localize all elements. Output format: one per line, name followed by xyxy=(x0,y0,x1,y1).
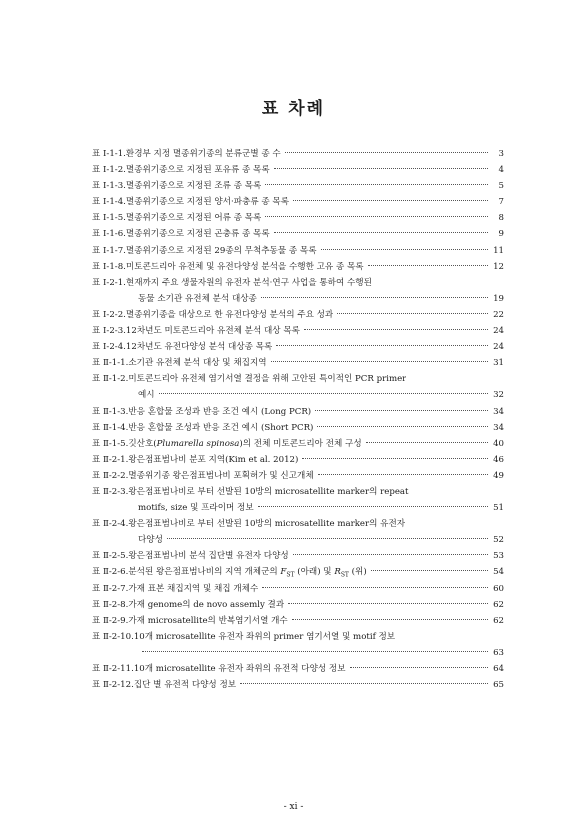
toc-entry-page: 9 xyxy=(498,229,504,240)
dot-leader xyxy=(167,538,488,539)
toc-entry-page: 34 xyxy=(493,406,504,417)
toc-entry-page: 5 xyxy=(498,181,504,192)
toc-entry-title: 멸종위기종으로 지정된 29종의 무척추동물 종 목록 xyxy=(125,245,317,256)
toc-entry[interactable] xyxy=(92,629,504,661)
toc-entry[interactable] xyxy=(92,548,504,564)
dot-leader xyxy=(317,426,488,427)
toc-entry-page: 51 xyxy=(493,503,504,514)
toc-entry-title: 왕은점표범나비 분포 지역(Kim et al. 2012) xyxy=(128,454,299,465)
toc-entry[interactable] xyxy=(92,564,504,580)
toc-entry-page: 60 xyxy=(493,583,504,594)
toc-entry-page: 52 xyxy=(493,535,504,546)
toc-entry-code: 표 Ⅱ-1-5. xyxy=(92,438,129,449)
toc-entry-code: 표 Ⅱ-2-2. xyxy=(92,470,129,481)
toc-entry-page: 24 xyxy=(493,342,504,353)
toc-entry[interactable] xyxy=(92,420,504,436)
toc-entry[interactable] xyxy=(92,275,504,307)
toc-entry-title: 소기관 유전체 분석 대상 및 채집지역 xyxy=(128,358,267,369)
toc-entry-code: 표 Ⅰ-2-2. xyxy=(92,309,126,320)
dot-leader xyxy=(271,361,488,362)
dot-leader xyxy=(337,313,488,314)
toc-entry-page: 12 xyxy=(493,261,504,272)
toc-entry[interactable] xyxy=(92,259,504,275)
toc-entry[interactable] xyxy=(92,178,504,194)
dot-leader xyxy=(240,683,488,684)
toc-entry[interactable] xyxy=(92,597,504,613)
toc-entry-code: 표 Ⅱ-1-4. xyxy=(92,422,129,433)
toc-entry[interactable] xyxy=(92,210,504,226)
toc-entry-page: 49 xyxy=(493,470,504,481)
toc-entry-code: 표 Ⅱ-2-9. xyxy=(92,615,129,626)
toc-entry-title: 미토콘드리아 유전체 염기서열 결정을 위해 고안된 특이적인 PCR primer xyxy=(128,374,407,385)
toc-entry-page: 64 xyxy=(493,664,504,674)
dot-leader xyxy=(258,506,488,507)
toc-entry-page: 24 xyxy=(493,326,504,337)
toc-entry-title: 가재 genome의 de novo assemly 결과 xyxy=(128,599,285,610)
toc-entry[interactable] xyxy=(92,661,504,677)
toc-entry-code: 표 Ⅰ-1-5. xyxy=(92,213,126,224)
toc-entry-code: 표 Ⅱ-1-2. xyxy=(92,374,129,385)
toc-entry-title: 가재 표본 채집지역 및 채집 개체수 xyxy=(128,583,259,594)
toc-entry-title: 환경부 지정 멸종위기종의 분류군별 종 수 xyxy=(125,149,281,159)
toc-entry[interactable] xyxy=(92,307,504,323)
toc-entry-title: 멸종위기종으로 지정된 조류 종 목록 xyxy=(125,181,262,192)
toc-entry-page: 4 xyxy=(498,165,504,176)
toc-entry[interactable] xyxy=(92,194,504,210)
toc-entry-code: 표 Ⅱ-2-7. xyxy=(92,583,129,594)
dot-leader xyxy=(285,152,488,153)
dot-leader xyxy=(274,168,488,169)
toc-entry-title: 멸종위기종으로 지정된 곤충류 종 목록 xyxy=(125,229,270,240)
toc-entry-code: 표 Ⅱ-1-3. xyxy=(92,406,129,417)
toc-entry[interactable] xyxy=(92,436,504,452)
toc-entry-title: motifs, size 및 프라이머 정보 xyxy=(138,503,254,514)
toc-entry-page: 65 xyxy=(493,680,504,691)
toc-entry-title: 미토콘드리아 유전체 및 유전다양성 분석을 수행한 고유 종 목록 xyxy=(125,261,364,272)
toc-entry[interactable] xyxy=(92,226,504,242)
toc-entry-code: 표 Ⅰ-2-3. xyxy=(92,326,126,337)
toc-entry-title: 예시 xyxy=(138,390,155,401)
dot-leader xyxy=(302,458,488,459)
toc-entry[interactable] xyxy=(92,452,504,468)
toc-entry-page: 63 xyxy=(493,647,504,658)
toc-entry-code: 표 Ⅰ-2-1. xyxy=(92,277,126,288)
toc-entry-page: 53 xyxy=(493,551,504,562)
toc-entry[interactable] xyxy=(92,404,504,420)
toc-entry-code: 표 Ⅱ-2-3. xyxy=(92,486,129,497)
toc-entry-title: 멸종위기종을 대상으로 한 유전다양성 분석의 주요 성과 xyxy=(125,309,334,320)
dot-leader xyxy=(261,297,488,298)
toc-entry-page: 31 xyxy=(493,358,504,369)
toc-entry-code: 표 Ⅰ-1-3. xyxy=(92,181,126,192)
toc-entry-page: 3 xyxy=(498,149,504,159)
toc-entry-title: 12차년도 미토콘드리아 유전체 분석 대상 목록 xyxy=(125,326,300,337)
dot-leader xyxy=(276,345,488,346)
toc-entry-title: 반응 혼합물 조성과 반응 조건 예시 (Short PCR) xyxy=(128,422,314,433)
toc-entry-code: 표 Ⅱ-1-1. xyxy=(92,358,129,369)
dot-leader xyxy=(159,393,488,394)
toc-entry-code: 표 Ⅱ-2-6. xyxy=(92,567,129,578)
dot-leader xyxy=(304,329,488,330)
toc-entry-page: 54 xyxy=(493,567,504,578)
dot-leader xyxy=(265,184,488,185)
toc-entry-code: 표 Ⅱ-2-1. xyxy=(92,454,129,465)
toc-entry-page: 7 xyxy=(498,197,504,208)
dot-leader xyxy=(293,554,488,555)
toc-entry[interactable] xyxy=(92,323,504,339)
toc-entry-title: 집단 별 유전적 다양성 정보 xyxy=(133,680,237,691)
toc-entry-title: 깃산호(Plumarella spinosa)의 전체 미토콘드리아 전체 구성 xyxy=(128,438,362,449)
dot-leader xyxy=(265,216,488,217)
toc-entry-title: 가재 microsatellite의 반복염기서열 개수 xyxy=(128,615,288,626)
toc-entry-code: 표 Ⅱ-2-4. xyxy=(92,519,129,530)
toc-entry-code: 표 Ⅰ-1-7. xyxy=(92,245,126,256)
toc-entry-title: 멸종위기종 왕은점표범나비 포획허가 및 신고개체 xyxy=(128,470,314,481)
toc-entry-title: 왕은점표범나비로 부터 선발된 10방의 microsatellite marker의 유전자 xyxy=(128,519,406,530)
toc-entry-title: 멸종위기종으로 지정된 양서·파충류 종 목록 xyxy=(125,197,289,208)
dot-leader xyxy=(318,474,488,475)
toc-entry-title: 동물 소기관 유전체 분석 대상종 xyxy=(138,293,257,304)
page-title: 표 차례 xyxy=(261,99,326,119)
page-number: - xi - xyxy=(283,802,304,812)
toc-entry[interactable] xyxy=(92,243,504,259)
dot-leader xyxy=(366,442,488,443)
toc-entry-title: 왕은점표범나비 분석 집단별 유전자 다양성 xyxy=(128,551,289,562)
toc-entry-title: 반응 혼합물 조성과 반응 조건 예시 (Long PCR) xyxy=(128,406,312,417)
toc-entry-title: 12차년도 유전다양성 분석 대상종 목록 xyxy=(125,342,273,353)
dot-leader xyxy=(274,232,488,233)
toc-entry[interactable] xyxy=(92,339,504,355)
toc-entry-title: 왕은점표범나비로 부터 선발된 10방의 microsatellite marker의 repeat xyxy=(128,486,409,497)
dot-leader xyxy=(368,265,488,266)
toc-entry-title: 10개 microsatellite 유전자 좌위의 유전적 다양성 정보 xyxy=(133,664,346,674)
toc-entry-page: 19 xyxy=(493,293,504,304)
table-of-contents xyxy=(92,146,504,693)
dot-leader xyxy=(371,570,488,571)
toc-entry-title: 현재까지 주요 생물자원의 유전자 분석·연구 사업을 통하여 수행된 xyxy=(125,277,372,288)
toc-entry-code: 표 Ⅱ-2-8. xyxy=(92,599,129,610)
toc-entry-title: 분석된 왕은점표범나비의 지역 개체군의 $F_{ST}$ (아래) 및 $R_{ST}$ (위) xyxy=(128,567,367,580)
toc-entry-code: 표 Ⅰ-1-1. xyxy=(92,149,126,159)
toc-entry-title: 멸종위기종으로 지정된 어류 종 목록 xyxy=(125,213,262,224)
dot-leader xyxy=(292,619,488,620)
toc-entry-title: 10개 microsatellite 유전자 좌위의 primer 염기서열 및 motif 정보 xyxy=(133,631,396,642)
toc-entry[interactable] xyxy=(92,162,504,178)
dot-leader xyxy=(142,651,488,652)
dot-leader xyxy=(293,200,488,201)
toc-entry-page: 22 xyxy=(493,309,504,320)
toc-entry-code: 표 Ⅰ-1-4. xyxy=(92,197,126,208)
dot-leader xyxy=(350,667,488,668)
toc-entry-title: 다양성 xyxy=(138,535,163,546)
dot-leader xyxy=(262,587,488,588)
toc-entry[interactable] xyxy=(92,468,504,484)
toc-entry-code: 표 Ⅰ-1-6. xyxy=(92,229,126,240)
toc-entry[interactable] xyxy=(92,355,504,371)
toc-entry-page: 40 xyxy=(493,438,504,449)
toc-entry[interactable] xyxy=(92,484,504,516)
toc-entry[interactable] xyxy=(92,371,504,403)
toc-entry-page: 62 xyxy=(493,599,504,610)
toc-entry-page: 46 xyxy=(493,454,504,465)
dot-leader xyxy=(321,249,488,250)
toc-entry-page: 8 xyxy=(498,213,504,224)
toc-entry[interactable] xyxy=(92,516,504,548)
toc-entry[interactable] xyxy=(92,146,504,162)
toc-entry[interactable] xyxy=(92,677,504,693)
toc-entry-code: 표 Ⅱ-2-12. xyxy=(92,680,134,691)
toc-entry-page: 34 xyxy=(493,422,504,433)
dot-leader xyxy=(315,410,488,411)
toc-entry-code: 표 Ⅰ-1-8. xyxy=(92,261,126,272)
toc-entry-code: 표 Ⅰ-2-4. xyxy=(92,342,126,353)
toc-entry-page: 11 xyxy=(493,245,504,256)
toc-entry-page: 62 xyxy=(493,615,504,626)
toc-entry-title: 멸종위기종으로 지정된 포유류 종 목록 xyxy=(125,165,270,176)
dot-leader xyxy=(288,603,488,604)
toc-entry-code: 표 Ⅱ-2-11. xyxy=(92,664,134,674)
toc-entry-code: 표 Ⅰ-1-2. xyxy=(92,165,126,176)
toc-entry[interactable] xyxy=(92,613,504,629)
toc-entry-code: 표 Ⅱ-2-10. xyxy=(92,631,134,642)
toc-entry-page: 32 xyxy=(493,390,504,401)
toc-entry-code: 표 Ⅱ-2-5. xyxy=(92,551,129,562)
